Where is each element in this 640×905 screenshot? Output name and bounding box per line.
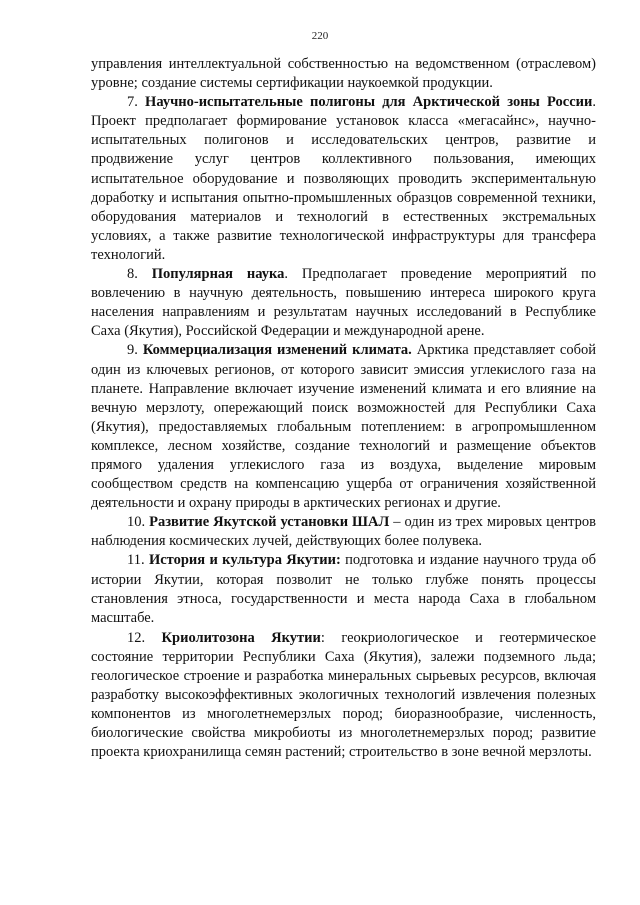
list-item-10 — [91, 513, 596, 551]
item-heading: Популярная наука — [151, 266, 285, 283]
list-item-8 — [91, 265, 596, 341]
item-text: Арктика представляет собой один из ключевых регионов, от которого зависит эмиссия углекислого газа на планете. Направление включает изучение изменений климата и его влияние на вечную мерзлоту, опережающий поиск возможностей для Республики Саха (Якутия), предоставляемых глобальным потеплением: в агропромышленном комплексе, лесном хозяйстве, создание технологий и размещение объектов прямого удаления углекислого газа из воздуха, выделение мировым сообществом средств на компенсацию ущерба от ограничения хозяйственной деятельности и охрану природы в арктических регионах и другие. — [91, 342, 596, 512]
page-number: 220 — [311, 30, 329, 42]
item-number: 7. — [127, 94, 138, 111]
item-text: . Проект предполагает формирование установок класса «мегасайнс», научно-испытательных полигонов и исследовательских центров, развитие и продвижение услуг центров коллективного пользования, имеющих испытательное оборудование и позволяющих проводить экспериментальную доработку и испытания опытно-промышленных образцов современной техники, оборудования материалов и технологий в естественных экстремальных условиях, а также развитие технологической инфраструктуры для трансфера технологий. — [91, 94, 596, 263]
item-heading: Научно-испытательные полигоны для Арктической зоны России — [145, 94, 593, 111]
item-number: 11. — [127, 552, 145, 569]
item-heading: История и культура Якутии: — [148, 552, 341, 569]
list-item-11 — [91, 551, 596, 627]
item-heading: Коммерциализация изменений климата. — [142, 342, 412, 359]
list-item-7 — [91, 93, 596, 265]
item-number: 9. — [127, 342, 138, 359]
item-number: 12. — [127, 629, 146, 646]
list-item-12 — [91, 629, 596, 763]
intro-paragraph: управления интеллектуальной собственностью на ведомственном (отраслевом) уровне; создание системы сертификации наукоемкой продукции. — [91, 56, 596, 92]
item-number: 8. — [127, 266, 138, 283]
item-text: – один из трех мировых центров наблюдения космических лучей, действующих более полувека. — [91, 514, 596, 550]
item-number: 10. — [127, 514, 146, 531]
list-item-9 — [91, 341, 596, 513]
document-body — [91, 55, 596, 762]
item-text: подготовка и издание научного труда об истории Якутии, которая позволит не только глубже понять процессы становления этноса, государственности и места народа Саха в глобальном масштабе. — [91, 552, 596, 626]
item-heading: Развитие Якутской установки ШАЛ — [149, 514, 390, 531]
item-text: : геокриологическое и геотермическое состояние территории Республики Саха (Якутия), залежи подземного льда; геологическое строение и разработка минеральных сырьевых ресурсов, включая разработку высокоэффективных экологичных технологий извлечения полезных компонентов из многолетнемерзлых пород; биоразнообразие, численность, биологические свойства микробиоты из многолетнемерзлых пород; развитие проекта криохранилища семян растений; строительство в зоне вечной мерзлоты. — [91, 629, 596, 761]
item-text: . Предполагает проведение мероприятий по вовлечению в научную деятельность, повышению интереса широкого круга населения направлениям и результатам научных исследований в Республике Саха (Якутия), Российской Федерации и международной арене. — [91, 266, 596, 340]
item-heading: Криолитозона Якутии — [161, 629, 321, 646]
